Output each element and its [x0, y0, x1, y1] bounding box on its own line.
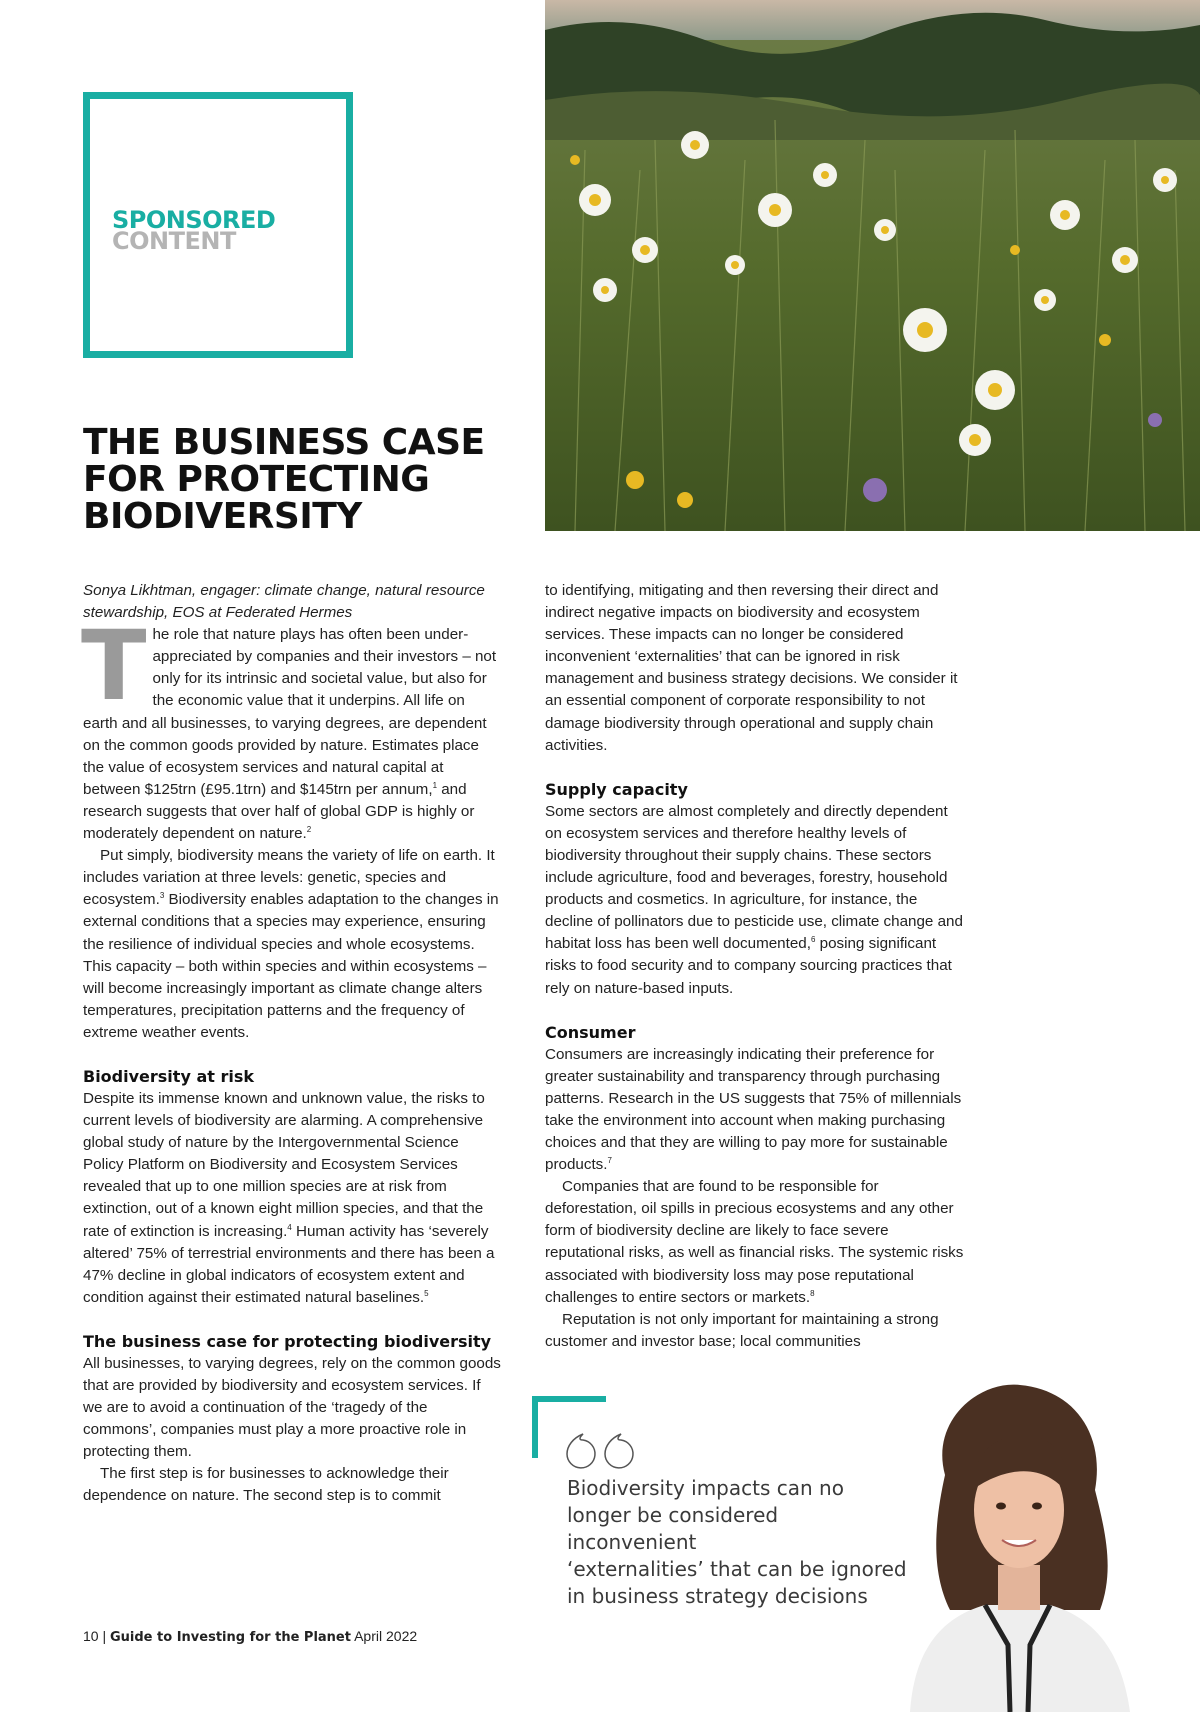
- body-paragraph: [83, 1088, 503, 1309]
- article-headline: [83, 424, 523, 535]
- quote-marks-icon: [565, 1430, 645, 1470]
- pull-quote: [567, 1475, 907, 1610]
- page-number: 10: [83, 1628, 99, 1644]
- footnote-ref: 7: [607, 1156, 612, 1165]
- wildflower-meadow-photo: [545, 0, 1200, 531]
- body-text: Companies that are found to be responsible for deforestation, oil spills in precious ecosystems and any other form of biodiversity decline are likely to face severe reputational risks, as well as financial risks. The systemic risks associated with biodiversity loss may pose reputational challenges to entire sectors or markets.: [545, 1178, 964, 1306]
- body-paragraph: [545, 1044, 965, 1177]
- author-portrait-photo: [890, 1380, 1140, 1712]
- body-paragraph: [83, 845, 503, 1044]
- right-column: [545, 580, 965, 1353]
- body-text: Biodiversity enables adaptation to the changes in external conditions that a species may experience, ensuring the resilience of individual species and whole ecosystems. This capacity – both within species and within ecosystems – will become increasingly important as climate change alters temperatures, precipitation patterns and the frequency of extreme weather events.: [83, 891, 499, 1041]
- issue-date: April 2022: [354, 1628, 418, 1644]
- drop-cap: T: [81, 610, 147, 723]
- intro-text-cont: and research suggests that over half of global GDP is highly or moderately dependent on nature.: [83, 780, 475, 843]
- section-heading: Supply capacity: [545, 779, 688, 799]
- body-text: Put simply, biodiversity means the variety of life on earth. It includes variation at three levels: genetic, species and ecosystem.: [83, 847, 495, 909]
- intro-text: he role that nature plays has often been under-appreciated by companies and their investors – not only for its intrinsic and societal value, but also for the economic value that it underpins. All life on earth and all businesses, to varying degrees, are dependent on the common goods provided by nature. Estimates place the value of ecosystem services and natural capital at between $125trn (£95.1trn) and $145trn per annum,: [83, 626, 497, 798]
- body-text: Some sectors are almost completely and directly dependent on ecosystem services and therefore healthy levels of biodiversity throughout their supply chains. These sectors include agriculture, food and beverages, forestry, household products and cosmetics. In agriculture, for instance, the decline of pollinators due to pesticide use, climate change and habitat loss has been well documented,: [545, 802, 963, 953]
- body-text: posing significant risks to food security and to company sourcing practices that rely on nature-based inputs.: [545, 935, 952, 997]
- pull-quote-line: longer be considered inconvenient: [567, 1503, 779, 1554]
- quote-bracket: [532, 1396, 538, 1458]
- page-footer: [83, 1627, 417, 1647]
- intro-paragraph: [81, 610, 503, 845]
- headline-line: THE BUSINESS CASE: [83, 422, 485, 463]
- body-paragraph: Reputation is not only important for maintaining a strong customer and investor base; local communities: [545, 1310, 939, 1350]
- headline-line: FOR PROTECTING: [83, 459, 430, 500]
- footer-separator: |: [102, 1628, 107, 1644]
- section-heading: Biodiversity at risk: [83, 1066, 254, 1086]
- footnote-ref: 5: [424, 1288, 429, 1298]
- body-paragraph: [545, 801, 965, 1000]
- footnote-ref: 2: [306, 824, 312, 834]
- sponsored-content-box: [83, 92, 353, 358]
- footnote-ref: 8: [810, 1288, 815, 1298]
- section-heading: The business case for protecting biodiversity: [83, 1331, 492, 1351]
- footnote-ref: 6: [810, 935, 816, 945]
- section-heading: Consumer: [545, 1022, 636, 1042]
- publication-name: Guide to Investing for the Planet: [110, 1630, 351, 1645]
- content-label: CONTENT: [112, 227, 236, 255]
- footnote-ref: 1: [432, 780, 438, 790]
- body-text: Despite its immense known and unknown value, the risks to current levels of biodiversity are alarming. A comprehensive global study of nature by the Intergovernmental Science Policy Platform on Biodiversity and Ecosystem Services revealed that up to one million species are at risk from extinction, out of a known eight million species, and that the rate of extinction is increasing.: [83, 1089, 485, 1240]
- quote-bracket: [532, 1396, 606, 1402]
- body-paragraph: to identifying, mitigating and then reversing their direct and indirect negative impacts on biodiversity and ecosystem services. These impacts can no longer be considered inconvenient ‘externalities’ that can be ignored in risk management and business strategy decisions. We consider it an essential component of corporate responsibility to not damage biodiversity through operational and supply chain activities.: [545, 582, 958, 754]
- body-paragraph: [545, 1176, 965, 1309]
- pull-quote-line: Biodiversity impacts can no: [567, 1476, 844, 1500]
- left-column: [83, 580, 503, 1508]
- pull-quote-line: in business strategy decisions: [567, 1584, 868, 1608]
- headline-line: BIODIVERSITY: [83, 496, 362, 537]
- body-text: Human activity has ‘severely altered’ 75% of terrestrial environments and there has been a 47% decline in global indicators of ecosystem extent and condition against their estimated natural baselines.: [83, 1222, 495, 1306]
- byline: Sonya Likhtman, engager: climate change, natural resource stewardship, EOS at Federated Hermes: [83, 582, 485, 622]
- body-paragraph: All businesses, to varying degrees, rely on the common goods that are provided by biodiversity and ecosystem services. If we are to avoid a continuation of the ‘tragedy of the commons’, companies must play a more proactive role in protecting them.: [83, 1354, 501, 1461]
- footnote-ref: 3: [159, 891, 165, 901]
- footnote-ref: 4: [287, 1222, 292, 1232]
- body-paragraph: The first step is for businesses to acknowledge their dependence on nature. The second step is to commit: [83, 1465, 449, 1505]
- body-text: Consumers are increasingly indicating their preference for greater sustainability and transparency through purchasing patterns. Research in the US suggests that 75% of millennials take the environment into account when making purchasing choices and that they are willing to pay more for sustainable products.: [545, 1045, 962, 1174]
- sponsored-label: SPONSORED: [112, 206, 276, 234]
- pull-quote-line: ‘externalities’ that can be ignored: [567, 1557, 907, 1581]
